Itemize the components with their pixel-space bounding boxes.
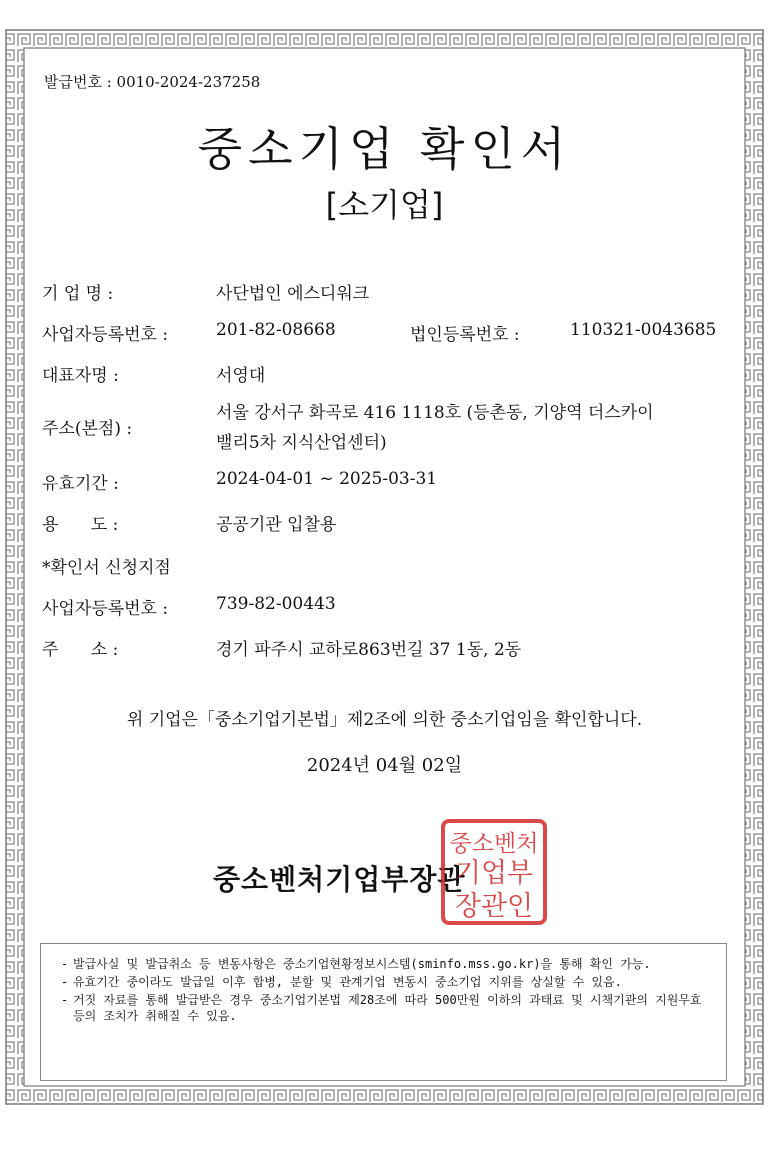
svg-text:장관인: 장관인 [454,891,534,922]
bizreg-label: 사업자등록번호 : [42,325,169,345]
address-label: 주소(본점) : [42,419,133,439]
company-value: 사단법인 에스디워크 [216,284,370,304]
purpose-label: 용 도 : [42,515,119,535]
validity-value: 2024-04-01 ~ 2025-03-31 [216,469,438,489]
confirmation-statement: 위 기업은「중소기업기본법」제2조에 의한 중소기업임을 확인합니다. [126,710,643,730]
address-line-2: 밸리5차 지식산업센터) [216,433,387,453]
bullet-2: - [61,975,69,989]
note-item [61,974,702,990]
bizreg-value: 201-82-08668 [216,320,336,340]
ceo-value: 서영대 [216,366,266,386]
bullet-1: - [61,957,69,971]
branch-bizreg-label: 사업자등록번호 : [42,599,169,619]
document-title: 중소기업 확인서 [197,122,572,176]
branch-address-value: 경기 파주시 교하로863번길 37 1동, 2동 [216,640,522,660]
svg-text:기업부: 기업부 [454,858,534,889]
issue-number: 발급번호 : 0010-2024-237258 [44,73,261,91]
document-subtitle: [소기업] [325,186,444,224]
branch-heading: *확인서 신청지점 [42,558,171,578]
issuing-authority: 중소벤처기업부장관 [213,863,466,896]
official-seal [440,818,548,926]
issue-date: 2024년 04월 02일 [306,755,463,776]
address-line-1: 서울 강서구 화곡로 416 1118호 (등촌동, 기양역 더스카이 [216,403,654,423]
note-3-text: 거짓 자료를 통해 발급받은 경우 중소기업기본법 제28조에 따라 500만원 이하의 과태료 및 시책기관의 지원무효 등의 조치가 취해질 수 있음. [73,993,702,1023]
note-1-text: 발급사실 및 발급취소 등 변동사항은 중소기업현황정보시스템(sminfo.mss.go.kr)을 통해 확인 가능. [73,957,651,971]
bullet-3: - [61,993,69,1007]
notes-box [40,943,727,1081]
branch-address-label: 주 소 : [42,640,119,660]
note-2-text: 유효기간 중이라도 발급일 이후 합병, 분할 및 관계기업 변동시 중소기업 지위를 상실할 수 있음. [73,975,622,989]
corpreg-label: 법인등록번호 : [410,325,520,345]
ceo-label: 대표자명 : [42,366,119,386]
branch-bizreg-value: 739-82-00443 [216,594,336,614]
validity-label: 유효기간 : [42,474,119,494]
svg-text:중소벤처: 중소벤처 [449,831,539,857]
note-item [61,992,702,1024]
corpreg-value: 110321-0043685 [570,320,717,340]
company-label: 기 업 명 : [42,284,114,304]
purpose-value: 공공기관 입찰용 [216,515,337,535]
note-item [61,956,702,972]
